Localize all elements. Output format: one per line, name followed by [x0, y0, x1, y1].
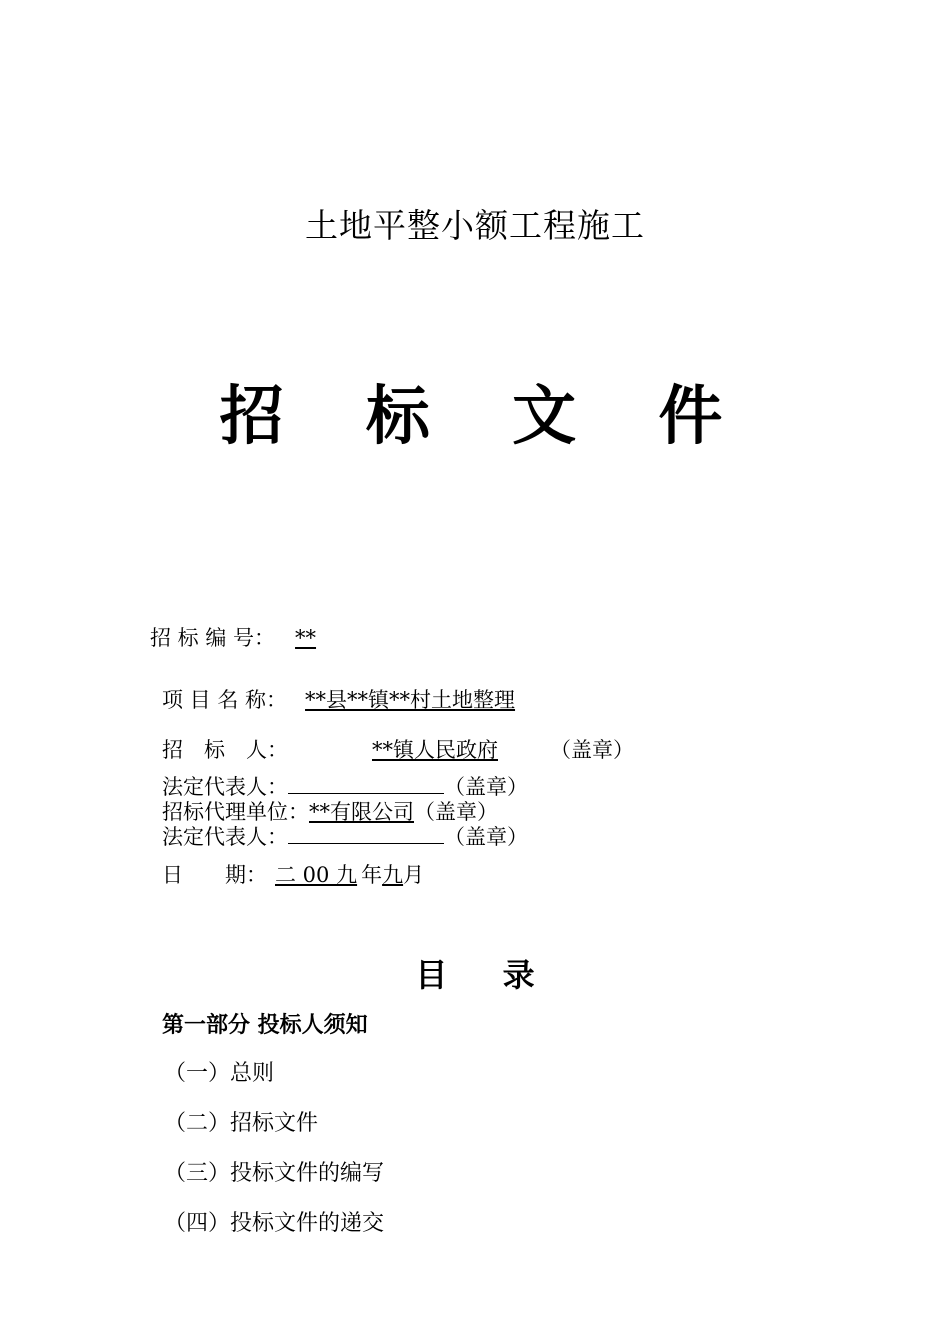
agency-value: **有限公司: [309, 800, 414, 824]
tenderer-value: **镇人民政府: [372, 738, 498, 762]
toc-item: （二）招标文件: [164, 1111, 319, 1136]
date-year: 二 00 九: [275, 863, 358, 887]
project-name-row: [162, 684, 561, 714]
seal-note: （盖章）: [550, 738, 634, 762]
project-name-label: 项 目 名 称：: [162, 688, 288, 712]
legal-representative-label: 法定代表人：: [162, 825, 288, 849]
legal-representative-label: 法定代表人：: [162, 775, 288, 799]
date-month: 九: [382, 863, 404, 887]
bid-number-row: [150, 622, 363, 652]
tenderer-row: [162, 734, 634, 764]
agency-label: 招标代理单位：: [162, 800, 309, 824]
signature-line: [288, 775, 444, 794]
seal-note: （盖章）: [414, 800, 498, 824]
toc-part-1: 第一部分 投标人须知: [162, 1013, 368, 1038]
document-subtitle: 土地平整小额工程施工: [305, 206, 645, 245]
date-year-unit: 年: [361, 863, 383, 887]
date-row: [162, 859, 424, 889]
date-label: 日 期：: [162, 863, 267, 887]
bid-number-label: 招 标 编 号：: [150, 626, 276, 650]
toc-title: 目 录: [415, 956, 557, 994]
project-name-value: **县**镇**村土地整理: [305, 688, 516, 712]
seal-note: （盖章）: [444, 825, 528, 849]
document-title: 招 标 文 件: [219, 379, 753, 454]
toc-item: （四）投标文件的递交: [164, 1211, 385, 1236]
date-month-unit: 月: [403, 863, 425, 887]
toc-item: （一）总则: [164, 1061, 275, 1086]
bid-number-value: **: [295, 626, 317, 650]
seal-note: （盖章）: [444, 775, 528, 799]
signature-line: [288, 825, 444, 844]
toc-item: （三）投标文件的编写: [164, 1161, 385, 1186]
tenderer-label: 招 标 人：: [162, 738, 288, 762]
legal-representative-row-2: [162, 821, 528, 851]
